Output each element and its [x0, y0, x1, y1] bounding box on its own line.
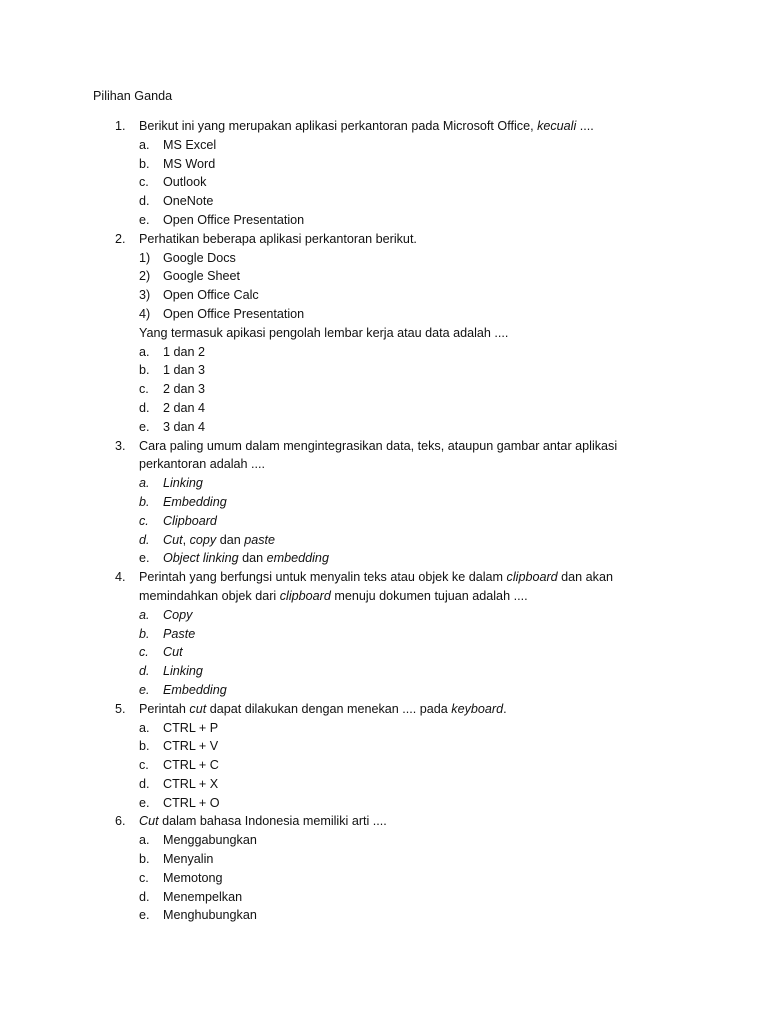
text-run: dapat dilakukan dengan menekan .... pada — [206, 701, 452, 716]
answer-option — [0, 549, 768, 568]
question-line — [0, 455, 768, 474]
text-run: embedding — [266, 551, 329, 566]
answer-option-text — [163, 831, 257, 850]
answer-option — [0, 512, 768, 531]
numbered-item-text — [163, 286, 259, 305]
numbered-item — [0, 249, 768, 268]
answer-option-label: a. — [139, 476, 150, 491]
answer-option — [0, 850, 768, 869]
answer-option — [0, 775, 768, 794]
answer-option-label: b. — [139, 852, 150, 867]
answer-option-label: c. — [139, 758, 149, 773]
answer-option-label: a. — [139, 720, 150, 735]
answer-option-text — [163, 192, 213, 211]
section-heading: Pilihan Ganda — [93, 89, 173, 103]
numbered-item-label: 3) — [139, 288, 151, 303]
answer-option-text — [163, 380, 205, 399]
text-run: CTRL + X — [163, 776, 219, 791]
text-run: Clipboard — [163, 513, 217, 528]
answer-option-label: b. — [139, 363, 150, 378]
answer-option-text — [163, 343, 205, 362]
answer-option-label: e. — [139, 551, 150, 566]
answer-option-label: e. — [139, 908, 150, 923]
numbered-item-text — [163, 249, 236, 268]
question-text — [139, 324, 508, 343]
answer-option-label: b. — [139, 739, 150, 754]
answer-option-label: c. — [139, 645, 149, 660]
numbered-item-text — [163, 267, 240, 286]
text-run: Copy — [163, 607, 193, 622]
question-number: 5. — [115, 701, 126, 716]
question-line — [0, 812, 768, 831]
question-line — [0, 117, 768, 136]
answer-option-text — [163, 906, 257, 925]
question-number: 1. — [115, 119, 126, 133]
text-run: Open Office Presentation — [163, 212, 305, 227]
answer-option — [0, 756, 768, 775]
question-number: 2. — [115, 231, 126, 246]
question-5 — [0, 700, 768, 813]
answer-option-text — [163, 606, 192, 625]
text-run: Perintah — [139, 701, 190, 716]
text-run: dalam bahasa Indonesia memiliki arti .... — [158, 814, 387, 829]
answer-option-text — [163, 625, 195, 644]
answer-option-label: e. — [139, 212, 150, 227]
answer-option-text — [163, 549, 329, 568]
text-run: Menempelkan — [163, 889, 243, 904]
answer-option-text — [163, 850, 213, 869]
answer-option — [0, 719, 768, 738]
text-run: clipboard — [279, 588, 331, 603]
text-run: OneNote — [163, 194, 214, 209]
answer-option — [0, 474, 768, 493]
text-run: CTRL + P — [163, 720, 219, 735]
text-run: CTRL + V — [163, 739, 219, 754]
answer-option-label: d. — [139, 400, 150, 415]
answer-option-label: a. — [139, 344, 150, 359]
text-run: Linking — [163, 476, 203, 491]
answer-option-text — [163, 643, 183, 662]
question-line — [0, 230, 768, 249]
answer-option — [0, 643, 768, 662]
text-run: kecuali — [537, 119, 577, 133]
question-line — [0, 568, 768, 587]
answer-option — [0, 173, 768, 192]
text-run: Embedding — [163, 682, 227, 697]
answer-option — [0, 869, 768, 888]
question-line — [0, 587, 768, 606]
text-run: 1 dan 3 — [163, 363, 206, 378]
numbered-item-label: 4) — [139, 306, 151, 321]
text-run: Open Office Calc — [163, 288, 259, 303]
text-run: 2 dan 4 — [163, 400, 206, 415]
answer-option — [0, 211, 768, 230]
text-run: 2 dan 3 — [163, 382, 206, 397]
answer-option-label: b. — [139, 156, 150, 171]
answer-option-text — [163, 399, 205, 418]
answer-option-label: e. — [139, 795, 150, 810]
text-run: Menyalin — [163, 852, 214, 867]
text-run: Cut — [163, 645, 183, 660]
text-run: 1 dan 2 — [163, 344, 206, 359]
text-run: keyboard — [451, 701, 504, 716]
answer-option — [0, 662, 768, 681]
text-run: Embedding — [163, 494, 227, 509]
text-run: cut — [189, 701, 207, 716]
question-number: 3. — [115, 438, 126, 453]
answer-option — [0, 681, 768, 700]
numbered-item-text — [163, 305, 304, 324]
answer-option — [0, 136, 768, 155]
text-run: Perhatikan beberapa aplikasi perkantoran berikut. — [139, 231, 417, 246]
question-text — [139, 117, 594, 136]
answer-option-label: d. — [139, 664, 150, 679]
text-run: Paste — [163, 626, 196, 641]
text-run: Berikut ini yang merupakan aplikasi perkantoran pada Microsoft Office, — [139, 119, 538, 133]
text-run: CTRL + O — [163, 795, 220, 810]
text-run: Google Sheet — [163, 269, 241, 284]
numbered-item — [0, 286, 768, 305]
question-text — [139, 700, 507, 719]
answer-option-text — [163, 756, 219, 775]
question-text — [139, 587, 528, 606]
question-list — [0, 117, 768, 925]
text-run: paste — [244, 532, 276, 547]
question-text — [139, 455, 265, 474]
answer-option-label: d. — [139, 194, 150, 209]
answer-option-label: d. — [139, 532, 150, 547]
answer-option-label: c. — [139, 513, 149, 528]
answer-option-text — [163, 775, 218, 794]
question-6 — [0, 812, 768, 925]
question-line — [0, 437, 768, 456]
text-run: MS Excel — [163, 137, 217, 152]
answer-option-text — [163, 512, 217, 531]
text-run: Memotong — [163, 870, 223, 885]
question-4 — [0, 568, 768, 700]
text-run: Google Docs — [163, 250, 236, 265]
text-run: MS Word — [163, 156, 216, 171]
answer-option-label: a. — [139, 607, 150, 622]
text-run: menuju dokumen tujuan adalah .... — [330, 588, 528, 603]
answer-option-text — [163, 155, 215, 174]
answer-option-text — [163, 531, 275, 550]
text-run: copy — [189, 532, 217, 547]
text-run: , — [182, 532, 190, 547]
answer-option-text — [163, 869, 223, 888]
answer-option — [0, 493, 768, 512]
answer-option — [0, 418, 768, 437]
text-run: Cut — [139, 814, 159, 829]
numbered-item — [0, 267, 768, 286]
answer-option-text — [163, 888, 242, 907]
text-run: Open Office Presentation — [163, 306, 305, 321]
answer-option-label: c. — [139, 870, 149, 885]
answer-option-text — [163, 719, 218, 738]
numbered-item-label: 1) — [139, 250, 151, 265]
answer-option-label: d. — [139, 776, 150, 791]
text-run: Menghubungkan — [163, 908, 257, 923]
text-run: Linking — [163, 664, 203, 679]
answer-option — [0, 192, 768, 211]
text-run: dan akan — [557, 570, 613, 585]
answer-option-label: b. — [139, 494, 150, 509]
text-run: dan — [238, 551, 267, 566]
answer-option-text — [163, 737, 218, 756]
text-run: .... — [576, 119, 594, 133]
question-text — [139, 230, 417, 249]
text-run: perkantoran adalah .... — [139, 457, 266, 472]
question-line — [0, 324, 768, 343]
answer-option — [0, 343, 768, 362]
text-run: Cara paling umum dalam mengintegrasikan data, teks, ataupun gambar antar aplikasi — [139, 438, 618, 453]
question-1 — [0, 117, 768, 230]
question-2 — [0, 230, 768, 437]
answer-option-label: c. — [139, 175, 149, 190]
answer-option-text — [163, 681, 227, 700]
text-run: . — [503, 701, 507, 716]
answer-option-text — [163, 361, 205, 380]
answer-option-text — [163, 173, 206, 192]
answer-option-label: a. — [139, 137, 150, 152]
text-run: clipboard — [506, 570, 558, 585]
question-text — [139, 812, 387, 831]
text-run: 3 dan 4 — [163, 419, 206, 434]
answer-option — [0, 906, 768, 925]
answer-option-label: e. — [139, 682, 150, 697]
answer-option — [0, 380, 768, 399]
answer-option — [0, 606, 768, 625]
answer-option-label: a. — [139, 833, 150, 848]
answer-option — [0, 831, 768, 850]
answer-option-label: d. — [139, 889, 150, 904]
text-run: Menggabungkan — [163, 833, 257, 848]
answer-option-text — [163, 493, 227, 512]
answer-option-label: e. — [139, 419, 150, 434]
question-line — [0, 700, 768, 719]
answer-option-text — [163, 211, 304, 230]
answer-option — [0, 737, 768, 756]
question-text — [139, 568, 613, 587]
answer-option — [0, 625, 768, 644]
answer-option-text — [163, 418, 205, 437]
answer-option-text — [163, 136, 216, 155]
answer-option — [0, 399, 768, 418]
numbered-item — [0, 305, 768, 324]
text-run: dan — [216, 532, 245, 547]
answer-option-text — [163, 662, 203, 681]
text-run: Object linking — [163, 551, 239, 566]
text-run: Cut — [163, 532, 183, 547]
answer-option-label: c. — [139, 382, 149, 397]
answer-option-text — [163, 794, 220, 813]
answer-option — [0, 361, 768, 380]
answer-option-text — [163, 474, 203, 493]
text-run: memindahkan objek dari — [139, 588, 280, 603]
text-run: Outlook — [163, 175, 207, 190]
answer-option — [0, 155, 768, 174]
answer-option — [0, 531, 768, 550]
answer-option — [0, 794, 768, 813]
question-text — [139, 437, 617, 456]
question-number: 4. — [115, 570, 126, 585]
numbered-item-label: 2) — [139, 269, 151, 284]
text-run: CTRL + C — [163, 758, 219, 773]
question-number: 6. — [115, 814, 126, 829]
text-run: Yang termasuk apikasi pengolah lembar kerja atau data adalah .... — [139, 325, 509, 340]
question-3 — [0, 437, 768, 569]
text-run: Perintah yang berfungsi untuk menyalin teks atau objek ke dalam — [139, 570, 507, 585]
answer-option — [0, 888, 768, 907]
answer-option-label: b. — [139, 626, 150, 641]
